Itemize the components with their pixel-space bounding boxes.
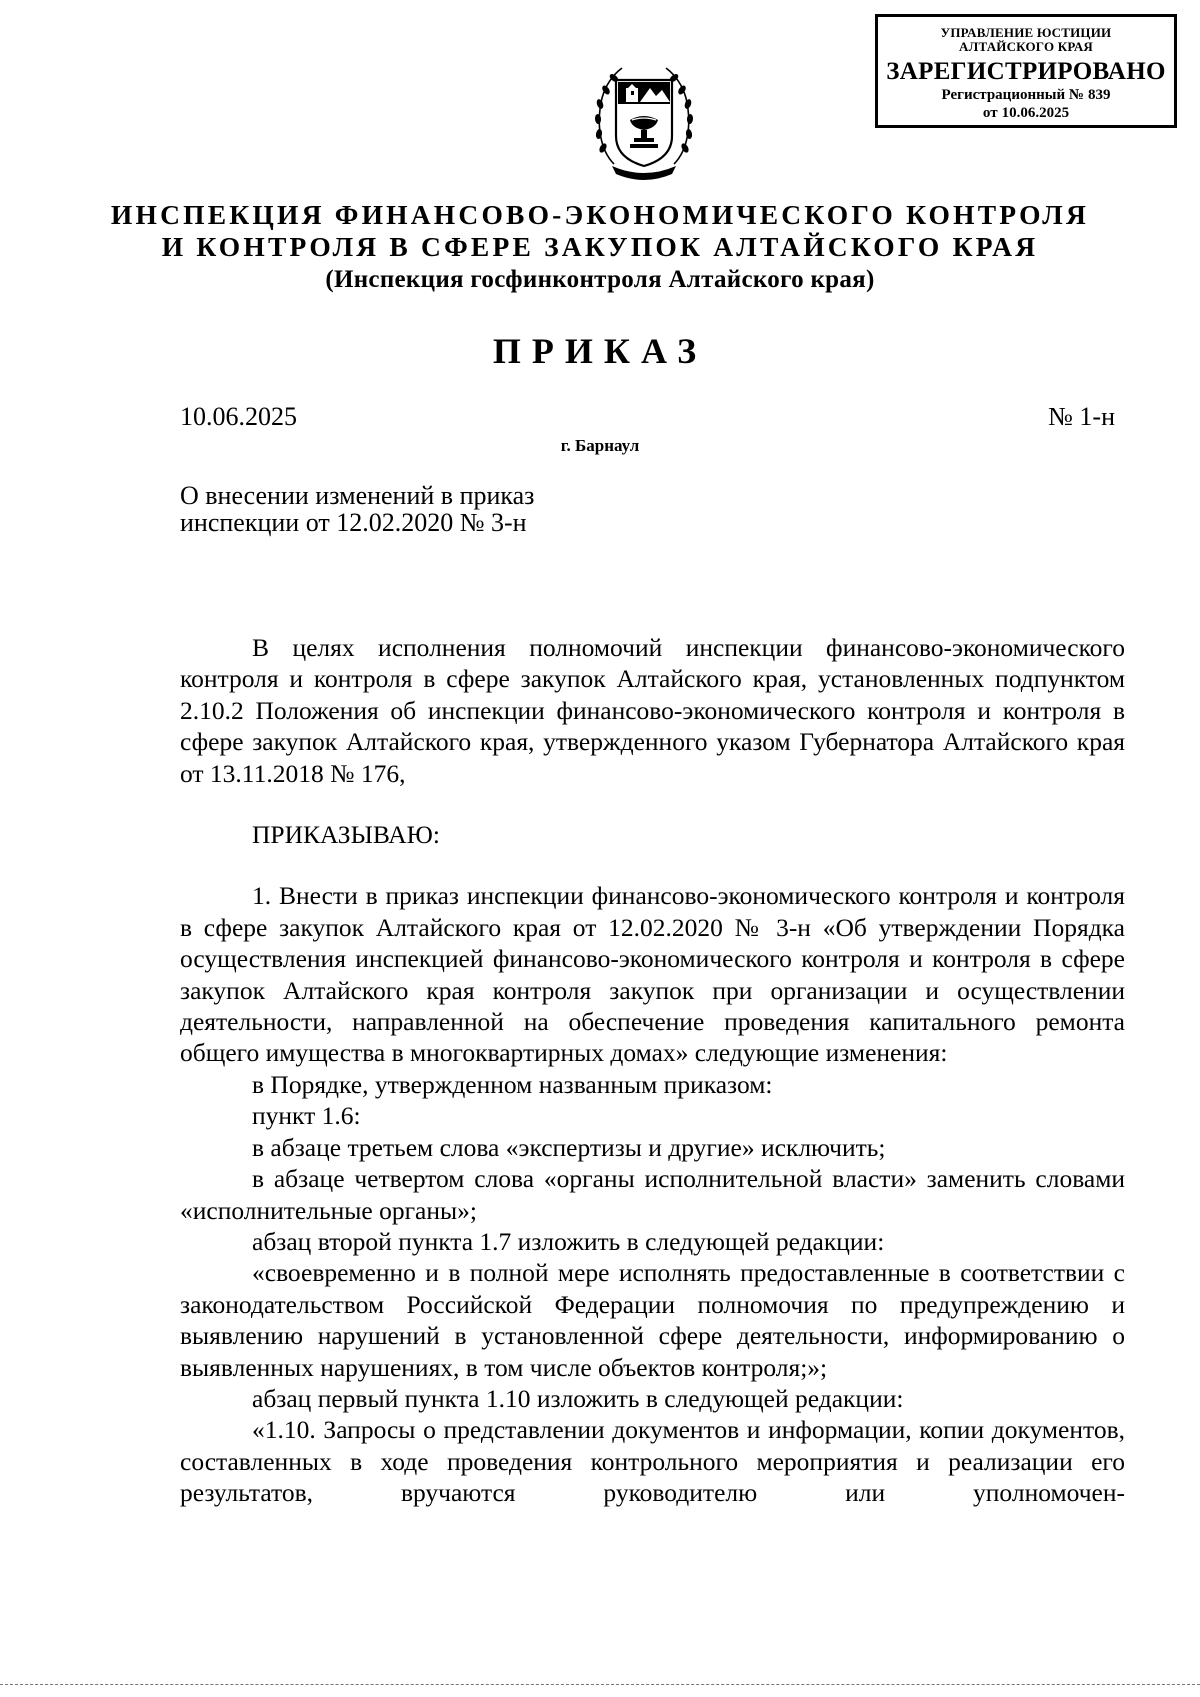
order-body — [180, 632, 1125, 1509]
body-preamble: В целях исполнения полномочий инспекции финансово-экономического контроля и контроля в сфере закупок Алтайского края, установленных подпунктом 2.10.2 Положения об инспекции финансово-экономического контроля и контроля в сфере закупок Алтайского края, утвержденного указом Губернатора Алтайского края от 13.11.2018 № 176, — [180, 633, 1125, 788]
order-date: 10.06.2025 — [180, 402, 297, 431]
stamp-org-line2: АЛТАЙСКОГО КРАЯ — [959, 39, 1093, 54]
page-bottom-rule — [0, 1684, 1200, 1685]
document-type-title: ПРИКАЗ — [492, 331, 708, 371]
body-paragraph: 1. Внести в приказ инспекции финансово-экономического контроля и контроля в сфере закупок Алтайского края от 12.02.2020 № 3-н «Об утверждении Порядка осуществления инспекцией финансово-экономического контроля и контроля в сфере закупок Алтайского края контроля закупок при организации и осуществлении деятельности, направленной на обеспечение проведения капитального ремонта общего имущества в многоквартирных домах» следующие изменения: — [180, 881, 1125, 1068]
stamp-registration-date — [878, 104, 1174, 122]
body-order-word: ПРИКАЗЫВАЮ: — [252, 820, 440, 850]
body-paragraph: абзац второй пункта 1.7 изложить в следующей редакции: — [252, 1226, 885, 1256]
order-subject — [180, 482, 640, 536]
order-city: г. Барнаул — [560, 436, 640, 455]
stamp-reg-number: 839 — [1087, 87, 1111, 103]
body-paragraph: пункт 1.6: — [252, 1101, 361, 1131]
registration-stamp — [875, 14, 1177, 128]
body-paragraph: в абзаце третьем слова «экспертизы и другие» исключить; — [252, 1132, 886, 1162]
organization-name-line1: ИНСПЕКЦИЯ ФИНАНСОВО-ЭКОНОМИЧЕСКОГО КОНТРОЛЯ — [110, 199, 1090, 230]
altai-krai-coat-of-arms-icon — [592, 58, 696, 186]
body-paragraph: абзац первый пункта 1.10 изложить в следующей редакции: — [252, 1383, 904, 1413]
order-number: № 1-н — [1048, 402, 1115, 431]
stamp-date-label: от — [982, 105, 998, 121]
organization-name-line2: И КОНТРОЛЯ В СФЕРЕ ЗАКУПОК АЛТАЙСКОГО КРАЯ — [161, 231, 1039, 262]
subject-line2: инспекции от 12.02.2020 № 3-н — [180, 508, 527, 537]
stamp-status: ЗАРЕГИСТРИРОВАНО — [886, 58, 1166, 85]
body-paragraph: «своевременно и в полной мере исполнять предоставленные в соответствии с законодательством Российской Федерации полномочия по предупреждению и выявлению нарушений в установленной сфере деятельности, информированию о выявленных нарушениях, в том числе объектов контроля;»; — [180, 1258, 1125, 1382]
stamp-date: 10.06.2025 — [1001, 105, 1070, 121]
subject-line1: О внесении изменений в приказ — [180, 481, 535, 510]
stamp-reg-label: Регистрационный № — [941, 87, 1084, 103]
stamp-organization — [878, 26, 1174, 54]
body-paragraph: в Порядке, утвержденном названным приказом: — [252, 1069, 773, 1099]
stamp-org-line1: УПРАВЛЕНИЕ ЮСТИЦИИ — [940, 25, 1112, 40]
stamp-registration-number — [878, 86, 1174, 104]
body-paragraph: «1.10. Запросы о представлении документов и информации, копии документов, составленных в ходе проведения контрольного мероприятия и реализации его результатов, вручаются руководителю или уполномочен- — [180, 1415, 1125, 1508]
organization-short-name: (Инспекция госфинконтроля Алтайского края) — [325, 266, 875, 293]
body-paragraph: в абзаце четвертом слова «органы исполнительной власти» заменить словами «исполнительные органы»; — [180, 1164, 1125, 1225]
